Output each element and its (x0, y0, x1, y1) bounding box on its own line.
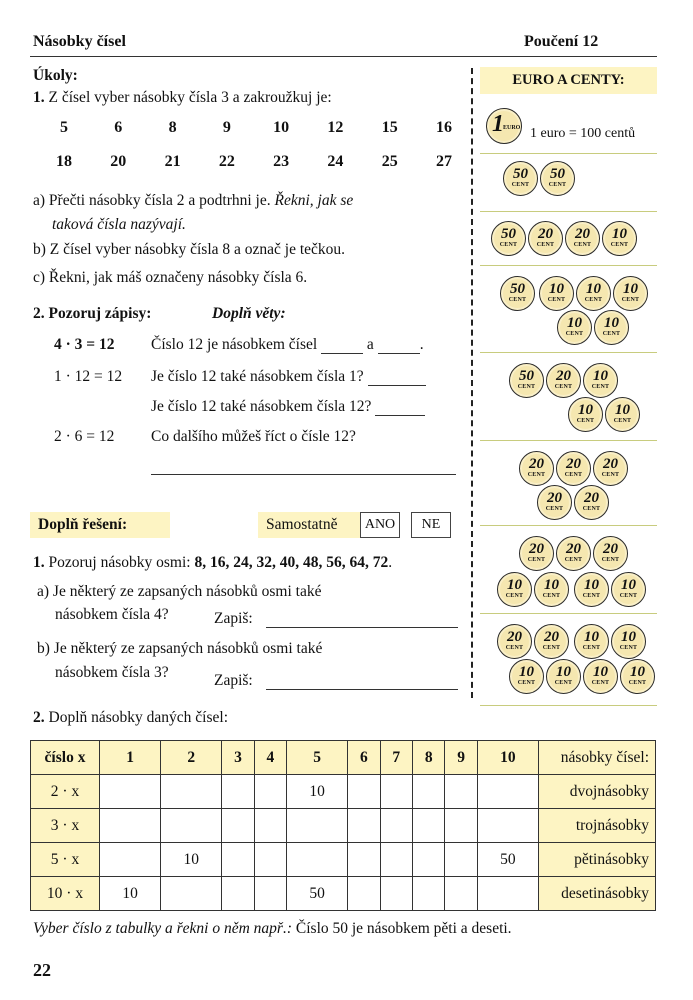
answer-blank-1b[interactable] (378, 353, 420, 354)
table-cell[interactable] (413, 809, 445, 843)
coin-cent-label: CENT (536, 242, 555, 248)
coin-value: 10 (593, 664, 608, 680)
coin-value: 10 (604, 315, 619, 331)
euro-coin-icon (486, 108, 522, 144)
cent-coin-icon (557, 310, 592, 345)
euro-coin-label: EURO (503, 125, 521, 131)
coin-value: 20 (566, 541, 581, 557)
coin-cent-label: CENT (511, 182, 530, 188)
cent-coin-icon (605, 397, 640, 432)
number-item[interactable]: 25 (381, 153, 398, 170)
coin-value: 10 (621, 629, 636, 645)
row-name: desetinásobky (539, 877, 656, 911)
coin-cent-label: CENT (564, 557, 583, 563)
coin-value: 10 (621, 577, 636, 593)
sentence-1-end: . (419, 336, 424, 353)
cent-coin-icon (583, 363, 618, 398)
cent-coin-icon (574, 572, 609, 607)
cent-coin-icon (497, 572, 532, 607)
solve-q2-text: Doplň násobky daných čísel: (48, 709, 229, 726)
footer-note-plain: Číslo 50 je násobkem pěti a deseti. (295, 920, 512, 937)
table-cell[interactable]: 10 (287, 775, 348, 809)
sidebar-sep-7 (480, 613, 657, 614)
solve-q1-number: 1. (33, 554, 45, 571)
number-item[interactable]: 27 (435, 153, 452, 170)
samostatne-label: Samostatně (258, 512, 362, 538)
table-cell[interactable] (222, 809, 254, 843)
coin-value: 10 (567, 315, 582, 331)
sentence-1-text: Číslo 12 je násobkem čísel (151, 336, 318, 353)
table-cell[interactable] (254, 877, 286, 911)
coin-value: 20 (538, 226, 553, 242)
number-item[interactable]: 5 (60, 119, 68, 136)
task1-b: b) Z čísel vyber násobky čísla 8 a označ je tečkou. (33, 241, 346, 258)
sidebar-sep-1 (480, 153, 657, 154)
coin-value: 10 (507, 577, 522, 593)
cent-coin-icon (528, 221, 563, 256)
eq-line-4: 2 · 6 = 12 (54, 428, 115, 445)
solve-q1-a-line1: a) Je některý ze zapsaných násobků osmi také (37, 583, 322, 600)
solve-q1-end: . (388, 554, 393, 571)
table-cell[interactable] (287, 809, 348, 843)
eq-line-2: 1 · 12 = 12 (54, 368, 123, 385)
cent-coin-icon (620, 659, 655, 694)
coin-cent-label: CENT (619, 645, 638, 651)
number-item[interactable]: 20 (110, 153, 127, 170)
table-cell[interactable] (380, 775, 412, 809)
header-cell: 3 (222, 741, 254, 775)
coin-cent-label: CENT (545, 506, 564, 512)
cent-coin-icon (568, 397, 603, 432)
table-cell[interactable] (380, 877, 412, 911)
coin-cent-label: CENT (573, 242, 592, 248)
coin-cent-label: CENT (554, 384, 573, 390)
coin-value: 10 (584, 629, 599, 645)
row-label: 5 · x (31, 843, 100, 877)
row-label: 10 · x (31, 877, 100, 911)
sidebar-sep-5 (480, 440, 657, 441)
table-cell[interactable] (161, 775, 222, 809)
answer-line-4[interactable] (151, 474, 456, 475)
coin-value: 20 (603, 456, 618, 472)
table-cell[interactable] (100, 843, 161, 877)
header-cell: 1 (100, 741, 161, 775)
coin-cent-label: CENT (576, 418, 595, 424)
table-cell[interactable] (413, 877, 445, 911)
cent-coin-icon (594, 310, 629, 345)
number-item[interactable]: 12 (327, 119, 344, 136)
cent-coin-icon (611, 572, 646, 607)
coin-cent-label: CENT (517, 384, 536, 390)
sentence-line-1 (151, 336, 424, 354)
task1-text (33, 89, 332, 107)
row-name: dvojnásobky (539, 775, 656, 809)
coin-cent-label: CENT (547, 297, 566, 303)
table-cell[interactable] (254, 843, 286, 877)
task1-c: c) Řekni, jak máš označeny násobky čísla 6. (33, 269, 308, 286)
column-divider (471, 68, 473, 698)
sidebar-sep-8 (480, 705, 657, 706)
zapis-label-b: Zapiš: (214, 672, 253, 689)
coin-cent-label: CENT (582, 506, 601, 512)
header-cell: 10 (477, 741, 538, 775)
table-cell[interactable] (161, 809, 222, 843)
number-item[interactable]: 8 (168, 119, 177, 136)
table-cell[interactable]: 10 (100, 877, 161, 911)
table-cell[interactable] (161, 877, 222, 911)
cent-coin-icon (613, 276, 648, 311)
cent-coin-icon (556, 536, 591, 571)
coin-cent-label: CENT (505, 593, 524, 599)
coin-value: 10 (584, 577, 599, 593)
sentence-1-and: a (366, 336, 374, 353)
table-cell[interactable] (477, 809, 538, 843)
cent-coin-icon (546, 363, 581, 398)
cent-coin-icon (519, 451, 554, 486)
table-cell[interactable] (445, 877, 477, 911)
task2-instruction: Doplň věty: (212, 305, 286, 322)
task2-label: 2. Pozoruj zápisy: (33, 305, 152, 322)
task1-a-line1 (33, 192, 353, 210)
task1-instruction: Z čísel vyber násobky čísla 3 a zakroužkuj je: (48, 89, 332, 106)
zapis-label-a: Zapiš: (214, 610, 253, 627)
table-cell[interactable] (348, 843, 380, 877)
cent-coin-icon (519, 536, 554, 571)
table-cell[interactable] (445, 809, 477, 843)
table-cell[interactable] (413, 775, 445, 809)
number-item[interactable]: 15 (381, 119, 398, 136)
table-cell[interactable]: 50 (287, 877, 348, 911)
coin-cent-label: CENT (527, 472, 546, 478)
cent-coin-icon (556, 451, 591, 486)
coin-value: 20 (529, 456, 544, 472)
task1-a-plain: a) Přečti násobky čísla 2 a podtrhni je. (33, 192, 275, 209)
header-cell: 7 (380, 741, 412, 775)
table-cell[interactable] (222, 877, 254, 911)
coin-cent-label: CENT (601, 472, 620, 478)
sidebar-sep-4 (480, 352, 657, 353)
coin-cent-label: CENT (584, 297, 603, 303)
eq-line-1: 4 · 3 = 12 (54, 336, 115, 353)
header-cell: 9 (445, 741, 477, 775)
coin-cent-label: CENT (621, 297, 640, 303)
coin-value: 10 (519, 664, 534, 680)
page-number: 22 (33, 960, 51, 980)
cent-coin-icon (534, 572, 569, 607)
sentence-line-3 (151, 398, 425, 416)
coin-cent-label: CENT (505, 645, 524, 651)
coin-cent-label: CENT (613, 418, 632, 424)
number-item[interactable]: 23 (273, 153, 290, 170)
table-row (31, 877, 656, 911)
table-cell[interactable]: 50 (477, 843, 538, 877)
coin-value: 50 (513, 166, 528, 182)
header-cell: 8 (413, 741, 445, 775)
table-cell[interactable] (100, 775, 161, 809)
table-cell[interactable] (100, 809, 161, 843)
task1-a-line2: taková čísla nazývají. (52, 216, 186, 233)
table-cell[interactable] (445, 843, 477, 877)
solve-q1-b-line2: násobkem čísla 3? (55, 664, 169, 681)
multiples-table (30, 740, 656, 911)
cent-coin-icon (574, 485, 609, 520)
number-item[interactable]: 22 (218, 153, 235, 170)
number-item[interactable]: 10 (273, 119, 290, 136)
coin-cent-label: CENT (508, 297, 527, 303)
table-cell[interactable]: 10 (161, 843, 222, 877)
coin-value: 10 (623, 281, 638, 297)
cent-coin-icon (509, 363, 544, 398)
cent-coin-icon (593, 536, 628, 571)
cent-coin-icon (503, 161, 538, 196)
task1-number: 1. (33, 89, 45, 106)
numbers-row-1 (44, 119, 464, 137)
tasks-heading: Úkoly: (33, 67, 78, 84)
solve-q1-multiples: 8, 16, 24, 32, 40, 48, 56, 64, 72 (194, 554, 389, 571)
coin-value: 10 (630, 664, 645, 680)
table-cell[interactable] (477, 775, 538, 809)
coin-cent-label: CENT (582, 593, 601, 599)
number-item[interactable]: 21 (164, 153, 181, 170)
sentence-line-4: Co dalšího můžeš říct o čísle 12? (151, 428, 356, 445)
table-cell[interactable] (477, 877, 538, 911)
table-cell[interactable] (348, 775, 380, 809)
number-item[interactable]: 24 (327, 153, 344, 170)
table-row (31, 809, 656, 843)
coin-value: 10 (544, 577, 559, 593)
table-row (31, 775, 656, 809)
lesson-title: Poučení 12 (524, 33, 599, 50)
solve-q2-number: 2. (33, 709, 45, 726)
coin-value: 20 (556, 368, 571, 384)
coin-value: 20 (507, 629, 522, 645)
cent-coin-icon (565, 221, 600, 256)
footer-note (33, 920, 512, 938)
row-label: 3 · x (31, 809, 100, 843)
solve-q1-b-line1: b) Je některý ze zapsaných násobků osmi také (37, 640, 323, 657)
solve-q1-a-line2: násobkem čísla 4? (55, 606, 169, 623)
sentence-line-2 (151, 368, 426, 386)
row-name: trojnásobky (539, 809, 656, 843)
number-item[interactable]: 16 (435, 119, 452, 136)
numbers-row-2 (44, 153, 464, 171)
number-item[interactable]: 18 (56, 153, 72, 170)
coin-value: 20 (547, 490, 562, 506)
header-cislo-x: číslo x (31, 741, 100, 775)
coin-value: 10 (556, 664, 571, 680)
header-cell: 6 (348, 741, 380, 775)
coin-value: 50 (501, 226, 516, 242)
table-cell[interactable] (254, 809, 286, 843)
cent-coin-icon (576, 276, 611, 311)
sidebar-sep-3 (480, 265, 657, 266)
table-cell[interactable] (222, 843, 254, 877)
table-header-row (31, 741, 656, 775)
solve-label: Doplň řešení: (30, 512, 170, 538)
number-item[interactable]: 9 (222, 119, 231, 136)
row-name: pětinásobky (539, 843, 656, 877)
coin-cent-label: CENT (582, 645, 601, 651)
coin-value: 20 (544, 629, 559, 645)
coin-value: 20 (566, 456, 581, 472)
table-cell[interactable] (287, 843, 348, 877)
coin-value: 10 (593, 368, 608, 384)
coin-value: 20 (575, 226, 590, 242)
row-label: 2 · x (31, 775, 100, 809)
coin-cent-label: CENT (554, 680, 573, 686)
header-cell: 2 (161, 741, 222, 775)
table-cell[interactable] (348, 877, 380, 911)
cent-coin-icon (497, 624, 532, 659)
coin-value: 50 (519, 368, 534, 384)
coin-cent-label: CENT (610, 242, 629, 248)
coin-value: 20 (603, 541, 618, 557)
coin-cent-label: CENT (591, 680, 610, 686)
cent-coin-icon (574, 624, 609, 659)
coin-cent-label: CENT (628, 680, 647, 686)
coin-cent-label: CENT (564, 472, 583, 478)
cent-coin-icon (500, 276, 535, 311)
cent-coin-icon (539, 276, 574, 311)
coin-value: 20 (584, 490, 599, 506)
table-cell[interactable] (348, 809, 380, 843)
answer-blank-1a[interactable] (321, 353, 363, 354)
header-cell: 4 (254, 741, 286, 775)
zapis-line-b[interactable] (266, 689, 458, 690)
task1-a-italic: Řekni, jak se (274, 192, 354, 209)
coin-cent-label: CENT (517, 680, 536, 686)
sentence-3-text: Je číslo 12 také násobkem čísla 12? (151, 398, 372, 415)
cent-coin-icon (546, 659, 581, 694)
answer-blank-2[interactable] (368, 385, 426, 386)
sidebar-sep-6 (480, 525, 657, 526)
coin-cent-label: CENT (601, 557, 620, 563)
coin-value: 50 (550, 166, 565, 182)
header-nasobky: násobky čísel: (539, 741, 656, 775)
cent-coin-icon (611, 624, 646, 659)
table-cell[interactable] (380, 809, 412, 843)
table-cell[interactable] (380, 843, 412, 877)
footer-note-italic: Vyber číslo z tabulky a řekni o něm např.: (33, 920, 296, 937)
table-cell[interactable] (254, 775, 286, 809)
coin-cent-label: CENT (542, 593, 561, 599)
section-title: Násobky čísel (33, 33, 126, 50)
ano-box[interactable]: ANO (360, 512, 400, 538)
coin-value: 10 (612, 226, 627, 242)
coin-cent-label: CENT (602, 331, 621, 337)
cent-coin-icon (540, 161, 575, 196)
coin-cent-label: CENT (548, 182, 567, 188)
header-divider (30, 56, 657, 57)
sentence-2-text: Je číslo 12 také násobkem čísla 1? (151, 368, 364, 385)
sidebar-title: EURO A CENTY: (480, 67, 657, 94)
coin-cent-label: CENT (527, 557, 546, 563)
coin-value: 10 (586, 281, 601, 297)
coin-value: 10 (549, 281, 564, 297)
table-cell[interactable] (445, 775, 477, 809)
coin-cent-label: CENT (619, 593, 638, 599)
coin-value: 10 (615, 402, 630, 418)
cent-coin-icon (491, 221, 526, 256)
coin-value: 10 (578, 402, 593, 418)
table-cell[interactable] (222, 775, 254, 809)
answer-blank-3[interactable] (375, 415, 425, 416)
cent-coin-icon (593, 451, 628, 486)
coin-cent-label: CENT (542, 645, 561, 651)
cent-coin-icon (583, 659, 618, 694)
solve-q2 (33, 709, 228, 727)
euro-equation: 1 euro = 100 centů (530, 126, 636, 141)
cent-coin-icon (602, 221, 637, 256)
table-cell[interactable] (413, 843, 445, 877)
zapis-line-a[interactable] (266, 627, 458, 628)
coin-cent-label: CENT (591, 384, 610, 390)
euro-coin-digit: 1 (492, 111, 504, 137)
solve-q1-text: Pozoruj násobky osmi: (48, 554, 195, 571)
cent-coin-icon (534, 624, 569, 659)
coin-cent-label: CENT (565, 331, 584, 337)
number-item[interactable]: 6 (114, 119, 123, 136)
coin-cent-label: CENT (499, 242, 518, 248)
solve-q1 (33, 554, 392, 572)
cent-coin-icon (509, 659, 544, 694)
coin-value: 20 (529, 541, 544, 557)
coin-value: 50 (510, 281, 525, 297)
cent-coin-icon (537, 485, 572, 520)
table-row (31, 843, 656, 877)
ne-box[interactable]: NE (411, 512, 451, 538)
sidebar-sep-2 (480, 211, 657, 212)
header-cell: 5 (287, 741, 348, 775)
